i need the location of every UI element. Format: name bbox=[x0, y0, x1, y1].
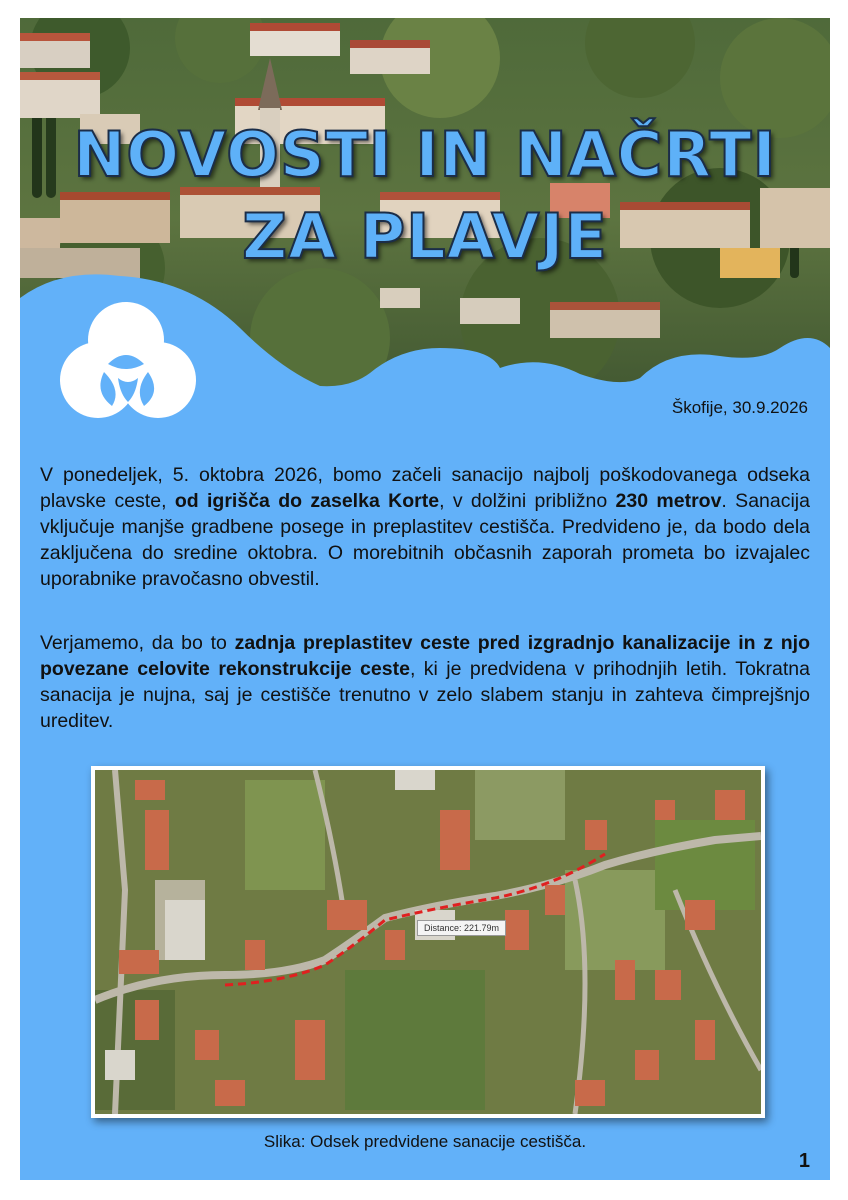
page bbox=[20, 18, 830, 1180]
page-number: 1 bbox=[798, 1150, 810, 1172]
paragraph-1-text-b: , v dolžini približno bbox=[439, 490, 616, 512]
paragraph-1-text-a: V ponedeljek, 5. oktobra 2026, bomo začeli sanacijo najbolj poškodovanega odseka plavske ceste, bbox=[40, 464, 810, 512]
page-title bbox=[20, 114, 830, 278]
paragraph-2-text-b: , ki je predvidena v prihodnjih letih. Tokratna sanacija je nujna, saj je cestišče trenutno v zelo slabem stanju in zahteva čimprejšnjo ureditev. bbox=[40, 658, 811, 732]
paragraph-2 bbox=[40, 630, 810, 734]
overlapping-circles-logo bbox=[56, 294, 206, 424]
paragraph-1 bbox=[40, 462, 810, 592]
paragraph-1-bold-a: od igrišča do zaselka Korte bbox=[174, 490, 440, 512]
distance-label: Distance: 221.79m bbox=[417, 920, 506, 936]
image-caption: Slika: Odsek predvidene sanacije cestišča. bbox=[263, 1132, 587, 1151]
paragraph-2-bold-a: zadnja preplastitev ceste pred izgradnjo kanalizacije in z njo povezane celovite rekonstrukcije ceste bbox=[40, 632, 811, 680]
paragraph-1-text-c: . Sanacija vključuje manjše gradbene posege in preplastitev cestišča. Predvideno je, da bodo dela zaključena do sredine oktobra. O morebitnih občasnih zaporah prometa bo izvajalec uporabnike pravočasno obvestil. bbox=[40, 490, 810, 590]
title-line-1: NOVOSTI IN NAČRTI bbox=[73, 118, 777, 191]
aerial-map-image bbox=[91, 766, 765, 1118]
date-line: Škofije, 30.9.2026 bbox=[671, 398, 808, 417]
paragraph-1-bold-b: 230 metrov bbox=[615, 490, 722, 512]
paragraph-2-text-a: Verjamemo, da bo to bbox=[40, 632, 235, 654]
title-line-2: ZA PLAVJE bbox=[242, 200, 608, 273]
